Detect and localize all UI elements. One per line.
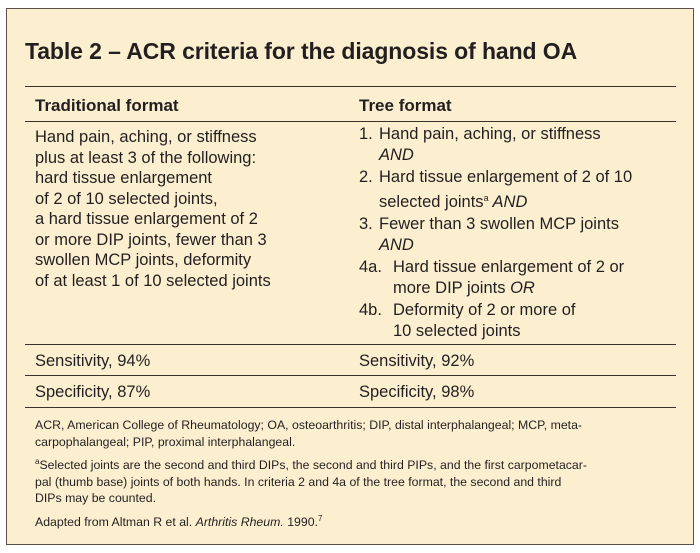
tree-item-conjunction: AND — [379, 235, 414, 254]
source-year: 1990. — [283, 514, 318, 529]
tree-item-text: Hard tissue enlargement of 2 or — [393, 258, 625, 276]
traditional-line: swollen MCP joints, deformity — [35, 251, 252, 269]
traditional-line: plus at least 3 of the following: — [35, 148, 257, 167]
table-title: Table 2 – ACR criteria for the diagnosis of hand OA — [25, 38, 578, 64]
source-text: Adapted from Altman R et al. — [35, 514, 196, 529]
traditional-format-header: Traditional format — [35, 96, 179, 115]
title-rule — [25, 86, 676, 87]
traditional-line: Hand pain, aching, or stiffness — [35, 128, 257, 146]
tree-format-header: Tree format — [359, 96, 452, 115]
tree-item-text: more DIP joints — [393, 278, 511, 297]
criteria-rule — [25, 344, 676, 345]
tree-item-text: Hand pain, aching, or stiffness — [379, 125, 601, 143]
table-notes — [35, 417, 665, 534]
tree-item-text-continued — [359, 188, 679, 213]
footnote-marker: a — [483, 192, 489, 203]
tree-item-1 — [359, 124, 679, 165]
tree-item-number: 3. — [359, 215, 373, 233]
note-line: pal (thumb base) joints of both hands. In criteria 2 and 4a of the tree format, the second and third — [35, 474, 562, 489]
tree-specificity: Specificity, 98% — [359, 383, 475, 401]
tree-item-3 — [359, 214, 679, 255]
sensitivity-rule — [25, 375, 676, 376]
tree-item-text: Fewer than 3 swollen MCP joints — [379, 215, 619, 233]
traditional-line: a hard tissue enlargement of 2 — [35, 210, 258, 228]
note-line: DIPs may be counted. — [35, 491, 156, 505]
tree-item-conjunction: OR — [510, 278, 535, 297]
tree-item-text: Hard tissue enlargement of 2 of 10 — [379, 168, 633, 186]
traditional-line: of at least 1 of 10 selected joints — [35, 271, 271, 290]
tree-item-4b — [359, 300, 679, 341]
tree-item-number: 4a. — [359, 258, 382, 276]
header-rule — [25, 121, 676, 122]
tree-item-2 — [359, 167, 679, 212]
reference-marker: 7 — [317, 513, 323, 523]
specificity-rule — [25, 407, 676, 408]
traditional-sensitivity: Sensitivity, 94% — [35, 352, 151, 370]
tree-item-text: Deformity of 2 or more of — [393, 301, 576, 319]
traditional-line: or more DIP joints, fewer than 3 — [35, 230, 267, 249]
tree-item-number: 4b. — [359, 301, 382, 319]
traditional-line: hard tissue enlargement — [35, 169, 213, 187]
tree-item-number: 2. — [359, 168, 373, 186]
note-text: Selected joints are the second and third DIPs, the second and third PIPs, and the first carpometacar- — [39, 458, 587, 472]
note-line — [35, 511, 665, 531]
note-line — [35, 454, 665, 474]
tree-item-text-continued: 10 selected joints — [393, 321, 521, 340]
abbreviations-note — [35, 417, 665, 450]
tree-criteria — [359, 124, 679, 343]
footnote-marker: a — [35, 457, 40, 466]
source-journal: Arthritis Rheum. — [195, 514, 284, 529]
note-line: carpophalangeal; PIP, proximal interphalangeal. — [35, 434, 296, 449]
footnote-a — [35, 454, 665, 507]
tree-sensitivity: Sensitivity, 92% — [359, 352, 475, 370]
traditional-criteria — [35, 127, 335, 291]
tree-item-conjunction: AND — [379, 145, 414, 164]
note-line: ACR, American College of Rheumatology; OA, osteoarthritis; DIP, distal interphalangeal; MCP, meta- — [35, 418, 583, 432]
source-note — [35, 511, 665, 531]
tree-item-conjunction: AND — [488, 192, 528, 211]
tree-item-number: 1. — [359, 125, 373, 143]
tree-item-text: selected joints — [379, 192, 484, 211]
traditional-specificity: Specificity, 87% — [35, 383, 151, 401]
tree-item-text-continued — [359, 278, 679, 299]
tree-item-4a — [359, 257, 679, 298]
traditional-line: of 2 of 10 selected joints, — [35, 189, 218, 208]
